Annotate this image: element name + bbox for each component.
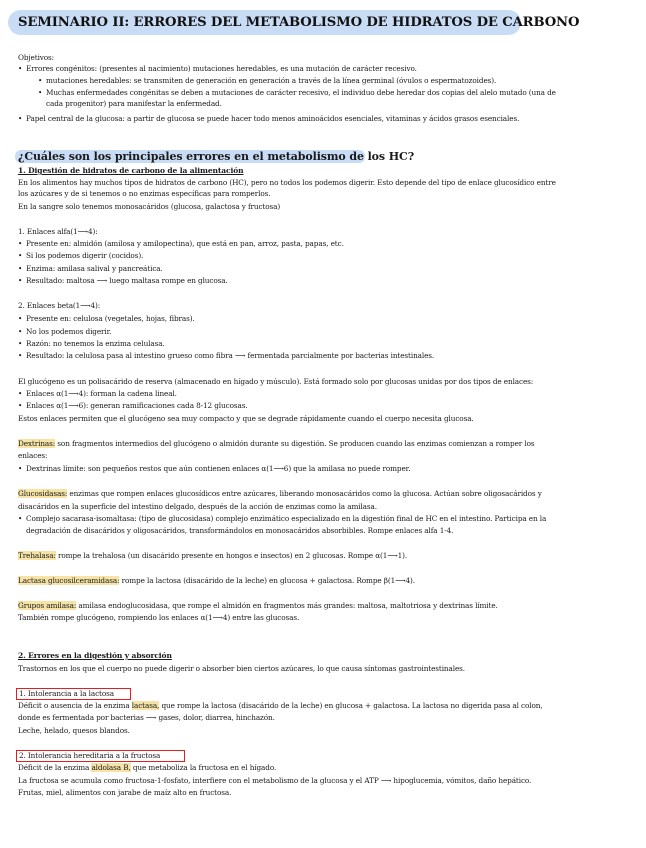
list-item: • Enlaces α(1⟶4): forman la cadena lineal.: [18, 389, 177, 398]
list-item: • No los podemos digerir.: [18, 327, 112, 336]
definition-cont: También rompe glucógeno, rompiendo los enlaces α(1⟶4) entre las glucosas.: [18, 613, 300, 622]
objetivos-item: • Papel central de la glucosa: a partir de glucosa se puede hacer todo menos aminoácidos esenciales, vitaminas y ácidos grasos esenciales.: [18, 114, 520, 123]
list-item: • Resultado: la celulosa pasa al intestino grueso como fibra ⟶ fermentada parcialmente por bacterias intestinales.: [18, 351, 435, 360]
term-highlight: Grupos amilasa:: [18, 601, 77, 610]
paragraph: Déficit o ausencia de la enzima lactasa, que rompe la lactosa (disacárido de la leche) en glucosa + galactosa. La lactosa no digerida pasa al colon,: [18, 701, 543, 710]
paragraph: Frutas, miel, alimentos con jarabe de maíz alto en fructosa.: [18, 788, 232, 797]
term-highlight: lactasa,: [131, 701, 160, 710]
list-title: 1. Enlaces alfa(1⟶4):: [18, 227, 98, 236]
definition: Trehalasa: rompe la trehalosa (un disacárido presente en hongos e insectos) en 2 glucosas. Rompe α(1⟶1).: [18, 551, 408, 560]
definition: Grupos amilasa: amilasa endoglucosidasa, que rompe el almidón en fragmentos más grandes: maltosa, maltotriosa y dextrinas límite.: [18, 601, 498, 610]
list-item: • Enlaces α(1⟶6): generan ramificaciones cada 8-12 glucosas.: [18, 401, 248, 410]
list-item: • Enzima: amilasa salival y pancreática.: [18, 264, 163, 273]
list-item: • Presente en: celulosa (vegetales, hojas, fibras).: [18, 314, 195, 323]
objetivos-subitem-cont: cada progenitor) para manifestar la enfermedad.: [46, 99, 222, 108]
paragraph: los azúcares y de si tenemos o no enzimas específicas para romperlos.: [18, 189, 271, 198]
condition-title: 1. Intolerancia a la lactosa: [19, 689, 114, 698]
objetivos-subitem: • mutaciones heredables: se transmiten de generación en generación a través de la línea germinal (óvulos o espermatozoides).: [38, 76, 497, 85]
paragraph: Leche, helado, quesos blandos.: [18, 726, 130, 735]
paragraph: La fructosa se acumula como fructosa-1-fosfato, interfiere con el metabolismo de la glucosa y el ATP ⟶ hipoglucemia, vómitos, daño hepático.: [18, 776, 532, 785]
objetivos-item: • Errores congénitos: (presentes al nacimiento) mutaciones heredables, es una mutación de carácter recesivo.: [18, 64, 417, 73]
list-item: • Presente en: almidón (amilosa y amilopectina), que está en pan, arroz, pasta, papas, etc.: [18, 239, 344, 248]
list-title: 2. Enlaces beta(1⟶4):: [18, 301, 101, 310]
definition: Dextrinas: son fragmentos intermedios del glucógeno o almidón durante su digestión. Se producen cuando las enzimas comienzan a romper los: [18, 439, 535, 448]
definition: Glucosidasas: enzimas que rompen enlaces glucosídicos entre azúcares, liberando monosacáridos como la glucosa. Actúan sobre oligosacáridos y: [18, 489, 542, 498]
term-highlight: Glucosidasas:: [18, 489, 68, 498]
list-item: • Razón: no tenemos la enzima celulasa.: [18, 339, 165, 348]
definition-cont: disacáridos en la superficie del intestino delgado, después de la acción de enzimas como la amilasa.: [18, 502, 377, 511]
subsection-heading: 1. Digestión de hidratos de carbono de la alimentación: [18, 166, 244, 175]
paragraph: En los alimentos hay muchos tipos de hidratos de carbono (HC), pero no todos los podemos digerir. Esto depende del tipo de enlace glucosídico entre: [18, 178, 556, 187]
paragraph: donde es fermentada por bacterias ⟶ gases, dolor, diarrea, hinchazón.: [18, 713, 275, 722]
list-item: • Resultado: maltosa ⟶ luego maltasa rompe en glucosa.: [18, 276, 228, 285]
term-highlight: Dextrinas:: [18, 439, 56, 448]
objetivos-subitem: • Muchas enfermedades congénitas se deben a mutaciones de carácter recesivo, el individuo debe heredar dos copias del alelo mutado (una de: [38, 88, 556, 97]
list-item: • Dextrinas límite: son pequeños restos que aún contienen enlaces α(1⟶6) que la amilasa no puede romper.: [18, 464, 411, 473]
paragraph: El glucógeno es un polisacárido de reserva (almacenado en hígado y músculo). Está formado solo por glucosas unidas por dos tipos de enlaces:: [18, 377, 534, 386]
subsection-heading: 2. Errores en la digestión y absorción: [18, 651, 172, 660]
paragraph: Estos enlaces permiten que el glucógeno sea muy compacto y que se degrade rápidamente cuando el cuerpo necesita glucosa.: [18, 414, 474, 423]
paragraph: En la sangre solo tenemos monosacáridos (glucosa, galactosa y fructosa): [18, 202, 281, 211]
list-item-cont: degradación de disacáridos y oligosacáridos, transformándolos en monosacáridos absorbibles. Rompe enlaces alfa 1-4.: [26, 526, 454, 535]
paragraph: Trastornos en los que el cuerpo no puede digerir o absorber bien ciertos azúcares, lo que causa síntomas gastrointestinales.: [18, 664, 465, 673]
term-highlight: Lactasa glucosilceramidasa:: [18, 576, 120, 585]
definition: Lactasa glucosilceramidasa: rompe la lactosa (disacárido de la leche) en glucosa + galactosa. Rompe β(1⟶4).: [18, 576, 415, 585]
list-item: • Complejo sacarasa-isomaltasa: (tipo de glucosidasa) complejo enzimático especializado en la digestión final de HC en el intestino. Participa en la: [18, 514, 547, 523]
term-highlight: aldolasa B,: [91, 763, 131, 772]
document-title: SEMINARIO II: ERRORES DEL METABOLISMO DE HIDRATOS DE CARBONO: [18, 15, 580, 30]
condition-title: 2. Intolerancia hereditaria a la fructosa: [19, 751, 161, 760]
list-item: • Si los podemos digerir (cocidos).: [18, 251, 144, 260]
section-heading: ¿Cuáles son los principales errores en el metabolismo de los HC?: [18, 150, 415, 163]
definition-cont: enlaces:: [18, 451, 48, 460]
objetivos-label: Objetivos:: [18, 53, 55, 62]
paragraph: Déficit de la enzima aldolasa B, que metaboliza la fructosa en el hígado.: [18, 763, 277, 772]
term-highlight: Trehalasa:: [18, 551, 56, 560]
